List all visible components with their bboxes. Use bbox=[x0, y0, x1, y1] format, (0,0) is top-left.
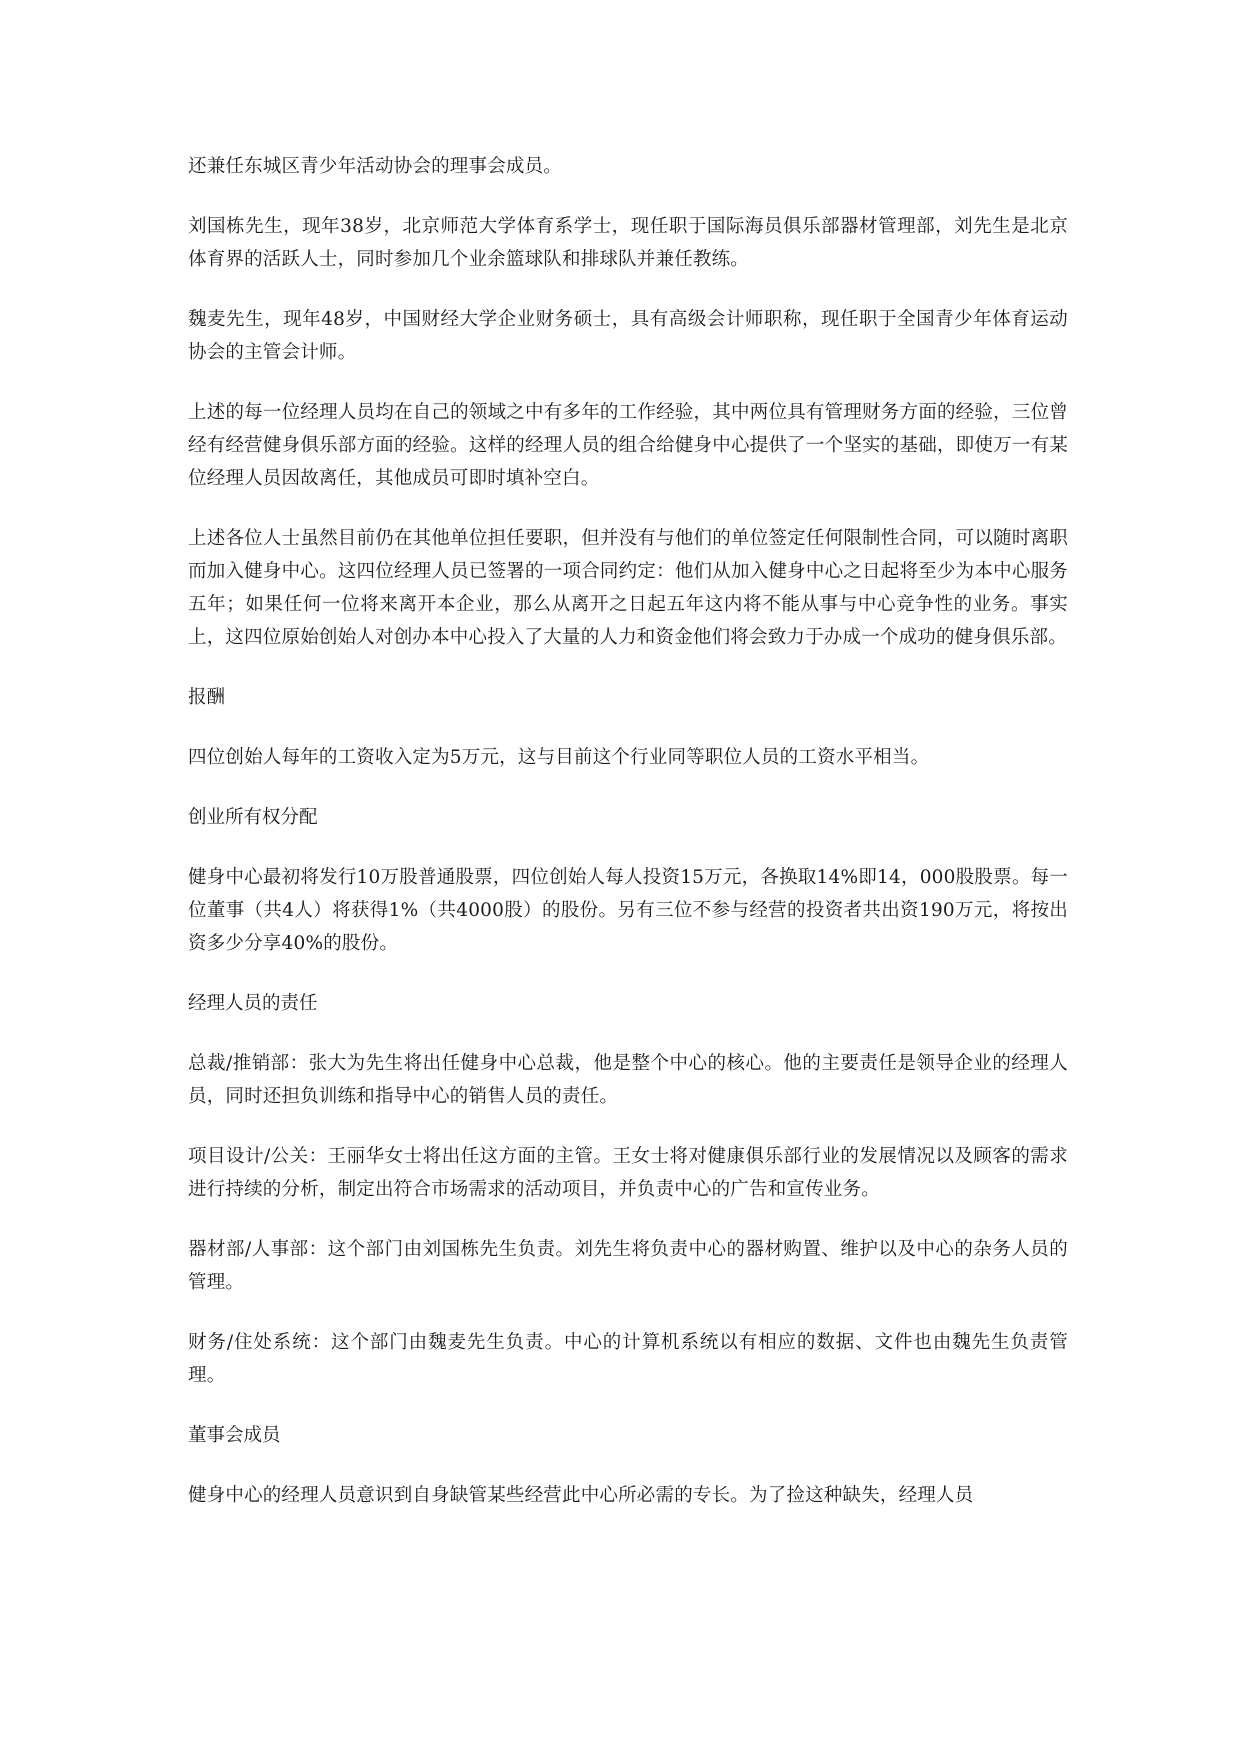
paragraph-board-intro: 健身中心的经理人员意识到自身缺管某些经营此中心所必需的专长。为了捡这种缺失，经理人员 bbox=[188, 1485, 974, 1506]
paragraph-wei-mai-bio: 魏麦先生，现年48岁，中国财经大学企业财务硕士，具有高级会计师职称，现任职于全国青少年体育运动协会的主管会计师。 bbox=[188, 309, 1068, 363]
paragraph-president-sales: 总裁/推销部：张大为先生将出任健身中心总裁，他是整个中心的核心。他的主要责任是领导企业的经理人员，同时还担负训练和指导中心的销售人员的责任。 bbox=[188, 1053, 1068, 1107]
section-heading-compensation: 报酬 bbox=[188, 687, 226, 708]
paragraph-board-member-note: 还兼任东城区青少年活动协会的理事会成员。 bbox=[188, 156, 563, 177]
paragraph-ownership: 健身中心最初将发行10万股普通股票，四位创始人每人投资15万元，各换取14%即14，000股股票。每一位董事（共4人）将获得1%（共4000股）的股份。另有三位不参与经营的投资者共出资190万元，将按出资多少分享40%的股份。 bbox=[188, 867, 1068, 954]
paragraph-equipment-hr: 器材部/人事部：这个部门由刘国栋先生负责。刘先生将负责中心的器材购置、维护以及中心的杂务人员的管理。 bbox=[188, 1239, 1068, 1293]
section-heading-ownership: 创业所有权分配 bbox=[188, 807, 318, 828]
paragraph-program-design-pr: 项目设计/公关：王丽华女士将出任这方面的主管。王女士将对健康俱乐部行业的发展情况以及顾客的需求进行持续的分析，制定出符合市场需求的活动项目，并负责中心的广告和宣传业务。 bbox=[188, 1146, 1068, 1200]
section-heading-board: 董事会成员 bbox=[188, 1425, 281, 1446]
paragraph-contract-terms: 上述各位人士虽然目前仍在其他单位担任要职，但并没有与他们的单位签定任何限制性合同，可以随时离职而加入健身中心。这四位经理人员已签署的一项合同约定：他们从加入健身中心之日起将至少为本中心服务五年；如果任何一位将来离开本企业，那么从离开之日起五年这内将不能从事与中心竞争性的业务。事实上，这四位原始创始人对创办本中心投入了大量的人力和资金他们将会致力于办成一个成功的健身俱乐部。 bbox=[188, 528, 1068, 648]
paragraph-compensation: 四位创始人每年的工资收入定为5万元，这与目前这个行业同等职位人员的工资水平相当。 bbox=[188, 747, 930, 768]
section-heading-responsibilities: 经理人员的责任 bbox=[188, 993, 318, 1014]
paragraph-finance-systems: 财务/住处系统：这个部门由魏麦先生负责。中心的计算机系统以有相应的数据、文件也由魏先生负责管理。 bbox=[188, 1332, 1068, 1386]
paragraph-management-experience: 上述的每一位经理人员均在自己的领域之中有多年的工作经验，其中两位具有管理财务方面的经验，三位曾经有经营健身俱乐部方面的经验。这样的经理人员的组合给健身中心提供了一个坚实的基础，即使万一有某位经理人员因故离任，其他成员可即时填补空白。 bbox=[188, 402, 1068, 489]
document-body bbox=[188, 150, 1068, 1539]
paragraph-liu-guodong-bio: 刘国栋先生，现年38岁，北京师范大学体育系学士，现任职于国际海员俱乐部器材管理部，刘先生是北京体育界的活跃人士，同时参加几个业余篮球队和排球队并兼任教练。 bbox=[188, 216, 1068, 270]
